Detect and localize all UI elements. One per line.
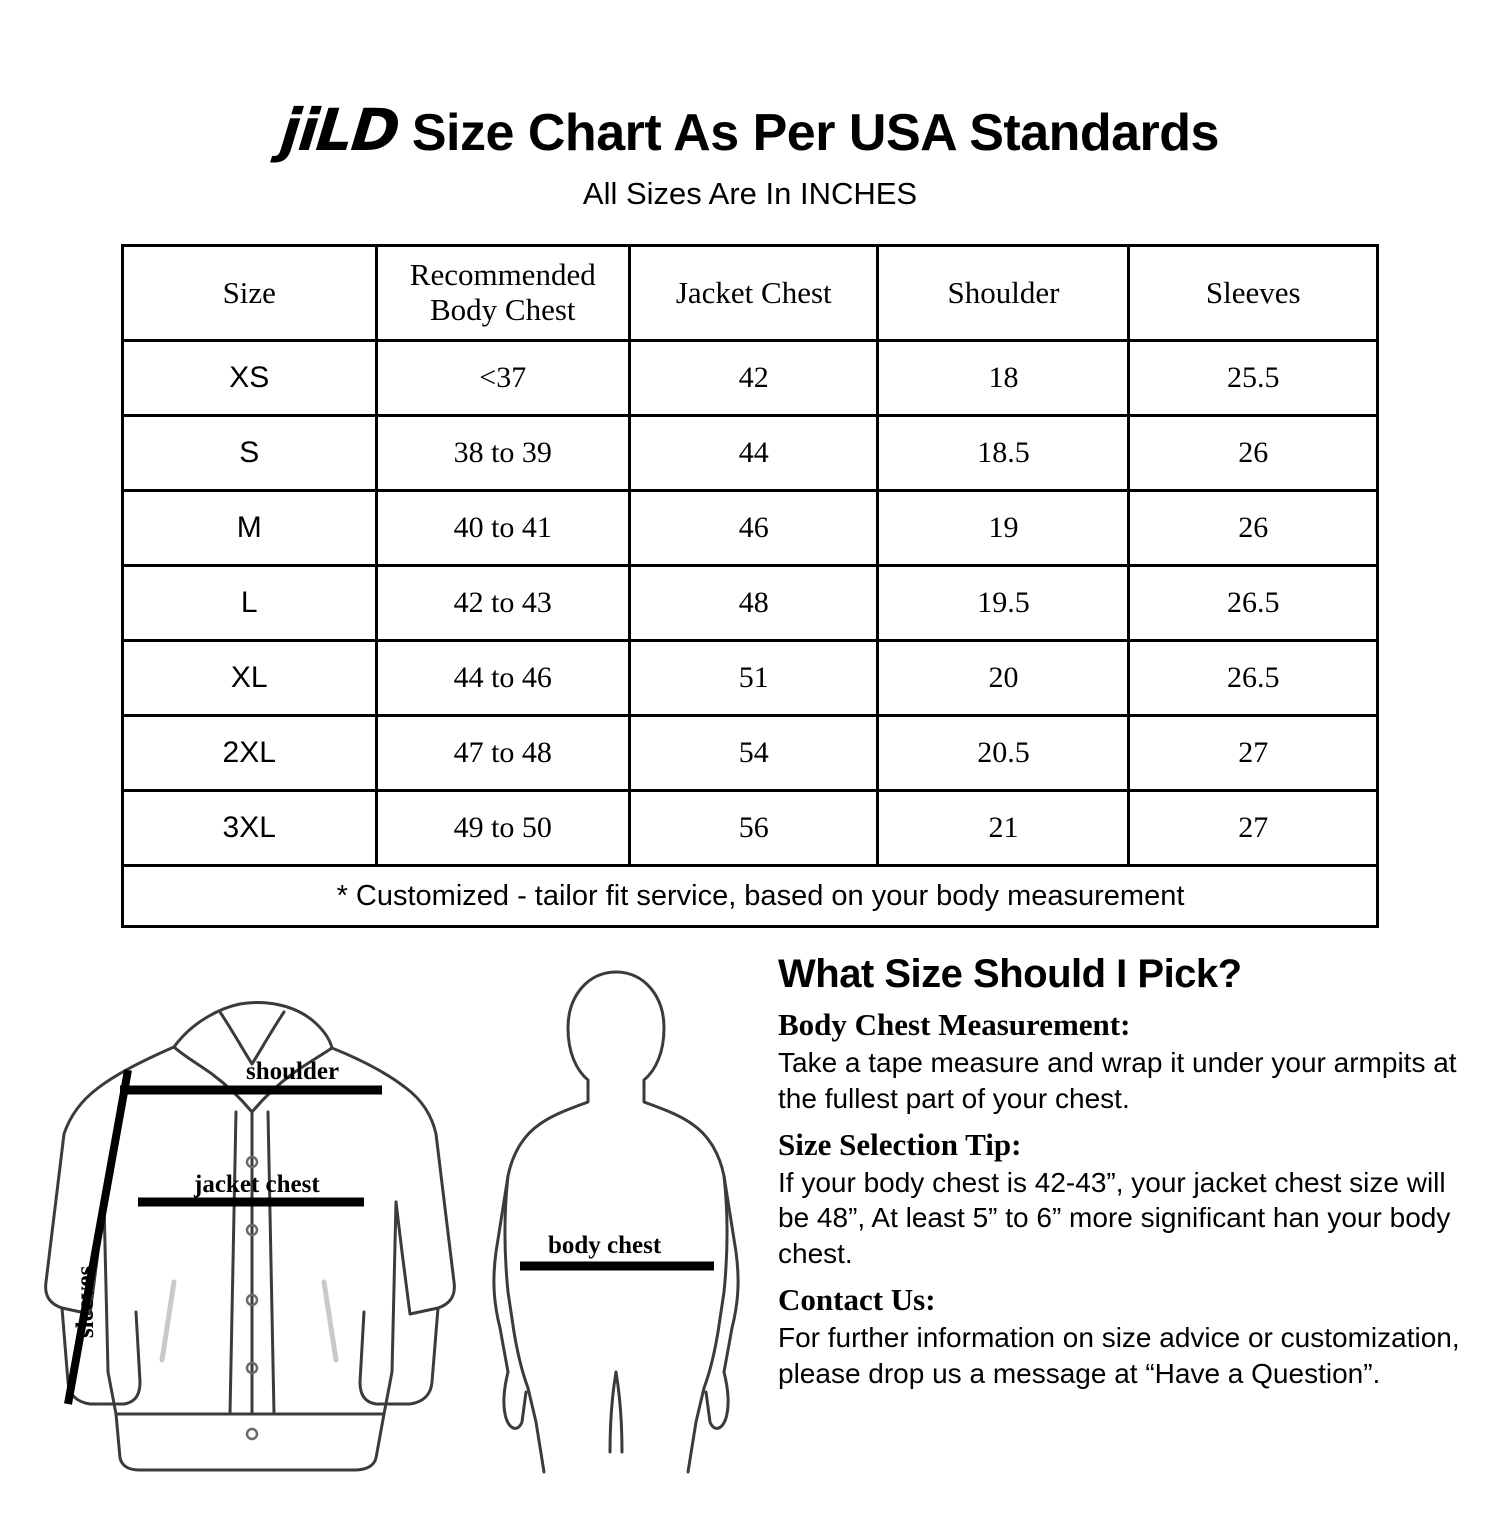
table-row bbox=[123, 791, 1378, 866]
cell-sleeves: 26 bbox=[1129, 416, 1378, 491]
cell-shoulder: 19.5 bbox=[878, 566, 1129, 641]
cell-sleeves: 27 bbox=[1129, 791, 1378, 866]
info-section-title-contact: Contact Us: bbox=[778, 1282, 936, 1318]
label-body-chest: body chest bbox=[548, 1232, 662, 1259]
cell-body-chest: 47 to 48 bbox=[376, 716, 630, 791]
cell-size: XL bbox=[123, 641, 377, 716]
table-row bbox=[123, 491, 1378, 566]
column-header-size bbox=[123, 246, 377, 341]
table-row bbox=[123, 341, 1378, 416]
cell-sleeves: 27 bbox=[1129, 716, 1378, 791]
cell-shoulder: 20.5 bbox=[878, 716, 1129, 791]
cell-jacket-chest: 54 bbox=[630, 716, 878, 791]
cell-body-chest: 44 to 46 bbox=[376, 641, 630, 716]
cell-jacket-chest: 46 bbox=[630, 491, 878, 566]
sleeves-measure-line bbox=[68, 1070, 128, 1404]
table-footnote: * Customized - tailor fit service, based on your body measurement bbox=[123, 866, 1378, 927]
label-sleeves: sleeves bbox=[72, 1265, 99, 1338]
cell-jacket-chest: 48 bbox=[630, 566, 878, 641]
info-section-title-size-tip: Size Selection Tip: bbox=[778, 1126, 1022, 1162]
cell-size: L bbox=[123, 566, 377, 641]
header-line: Body Chest bbox=[429, 292, 576, 327]
cell-sleeves: 26.5 bbox=[1129, 641, 1378, 716]
table-row bbox=[123, 416, 1378, 491]
header-line: Jacket Chest bbox=[675, 274, 832, 310]
info-section-body-size-tip: If your body chest is 42-43”, your jacket chest size will be 48”, At least 5” to 6” more significant han your body chest. bbox=[778, 1166, 1451, 1270]
cell-body-chest: 40 to 41 bbox=[376, 491, 630, 566]
figure-panel bbox=[24, 952, 764, 1512]
info-section-title-body-chest: Body Chest Measurement: bbox=[778, 1007, 1131, 1042]
header-line: Size bbox=[222, 274, 276, 310]
header-line: Recommended bbox=[409, 257, 596, 293]
cell-jacket-chest: 56 bbox=[630, 791, 878, 866]
table-row bbox=[123, 641, 1378, 716]
cell-shoulder: 20 bbox=[878, 641, 1129, 716]
cell-body-chest: 49 to 50 bbox=[376, 791, 630, 866]
cell-jacket-chest: 42 bbox=[630, 341, 878, 416]
cell-size: 2XL bbox=[123, 716, 377, 791]
column-header-sleeves bbox=[1129, 246, 1378, 341]
size-table bbox=[121, 244, 1379, 928]
cell-shoulder: 18.5 bbox=[878, 416, 1129, 491]
cell-sleeves: 26.5 bbox=[1129, 566, 1378, 641]
info-section-body-contact: For further information on size advice or customization, please drop us a message at “Have a Question”. bbox=[778, 1322, 1460, 1389]
cell-shoulder: 21 bbox=[878, 791, 1129, 866]
page-header bbox=[0, 0, 1500, 212]
cell-sleeves: 25.5 bbox=[1129, 341, 1378, 416]
cell-jacket-chest: 51 bbox=[630, 641, 878, 716]
page-title: Size Chart As Per USA Standards bbox=[411, 104, 1219, 162]
info-heading: What Size Should I Pick? bbox=[778, 952, 1242, 996]
header-line: Sleeves bbox=[1205, 274, 1301, 310]
table-header-row bbox=[123, 246, 1378, 341]
column-header-jacket-chest bbox=[630, 246, 878, 341]
cell-size: M bbox=[123, 491, 377, 566]
cell-size: S bbox=[123, 416, 377, 491]
cell-size: 3XL bbox=[123, 791, 377, 866]
column-header-shoulder bbox=[878, 246, 1129, 341]
title-row bbox=[0, 96, 1500, 164]
lower-section bbox=[0, 952, 1500, 1512]
cell-size: XS bbox=[123, 341, 377, 416]
cell-body-chest: <37 bbox=[376, 341, 630, 416]
cell-shoulder: 19 bbox=[878, 491, 1129, 566]
cell-body-chest: 38 to 39 bbox=[376, 416, 630, 491]
cell-jacket-chest: 44 bbox=[630, 416, 878, 491]
page-subtitle: All Sizes Are In INCHES bbox=[582, 176, 918, 211]
column-header-recommended-body-chest bbox=[376, 246, 630, 341]
table-row bbox=[123, 566, 1378, 641]
label-jacket-chest: jacket chest bbox=[194, 1171, 320, 1198]
table-footnote-row bbox=[123, 866, 1378, 927]
cell-body-chest: 42 to 43 bbox=[376, 566, 630, 641]
info-section-body-body-chest: Take a tape measure and wrap it under your armpits at the fullest part of your chest. bbox=[778, 1047, 1457, 1114]
header-line: Shoulder bbox=[947, 274, 1060, 310]
info-panel bbox=[764, 952, 1478, 1512]
cell-sleeves: 26 bbox=[1129, 491, 1378, 566]
table-row bbox=[123, 716, 1378, 791]
size-table-wrapper bbox=[121, 244, 1379, 928]
brand-logo: jiLD bbox=[277, 96, 402, 164]
label-shoulder: shoulder bbox=[246, 1058, 340, 1085]
cell-shoulder: 18 bbox=[878, 341, 1129, 416]
